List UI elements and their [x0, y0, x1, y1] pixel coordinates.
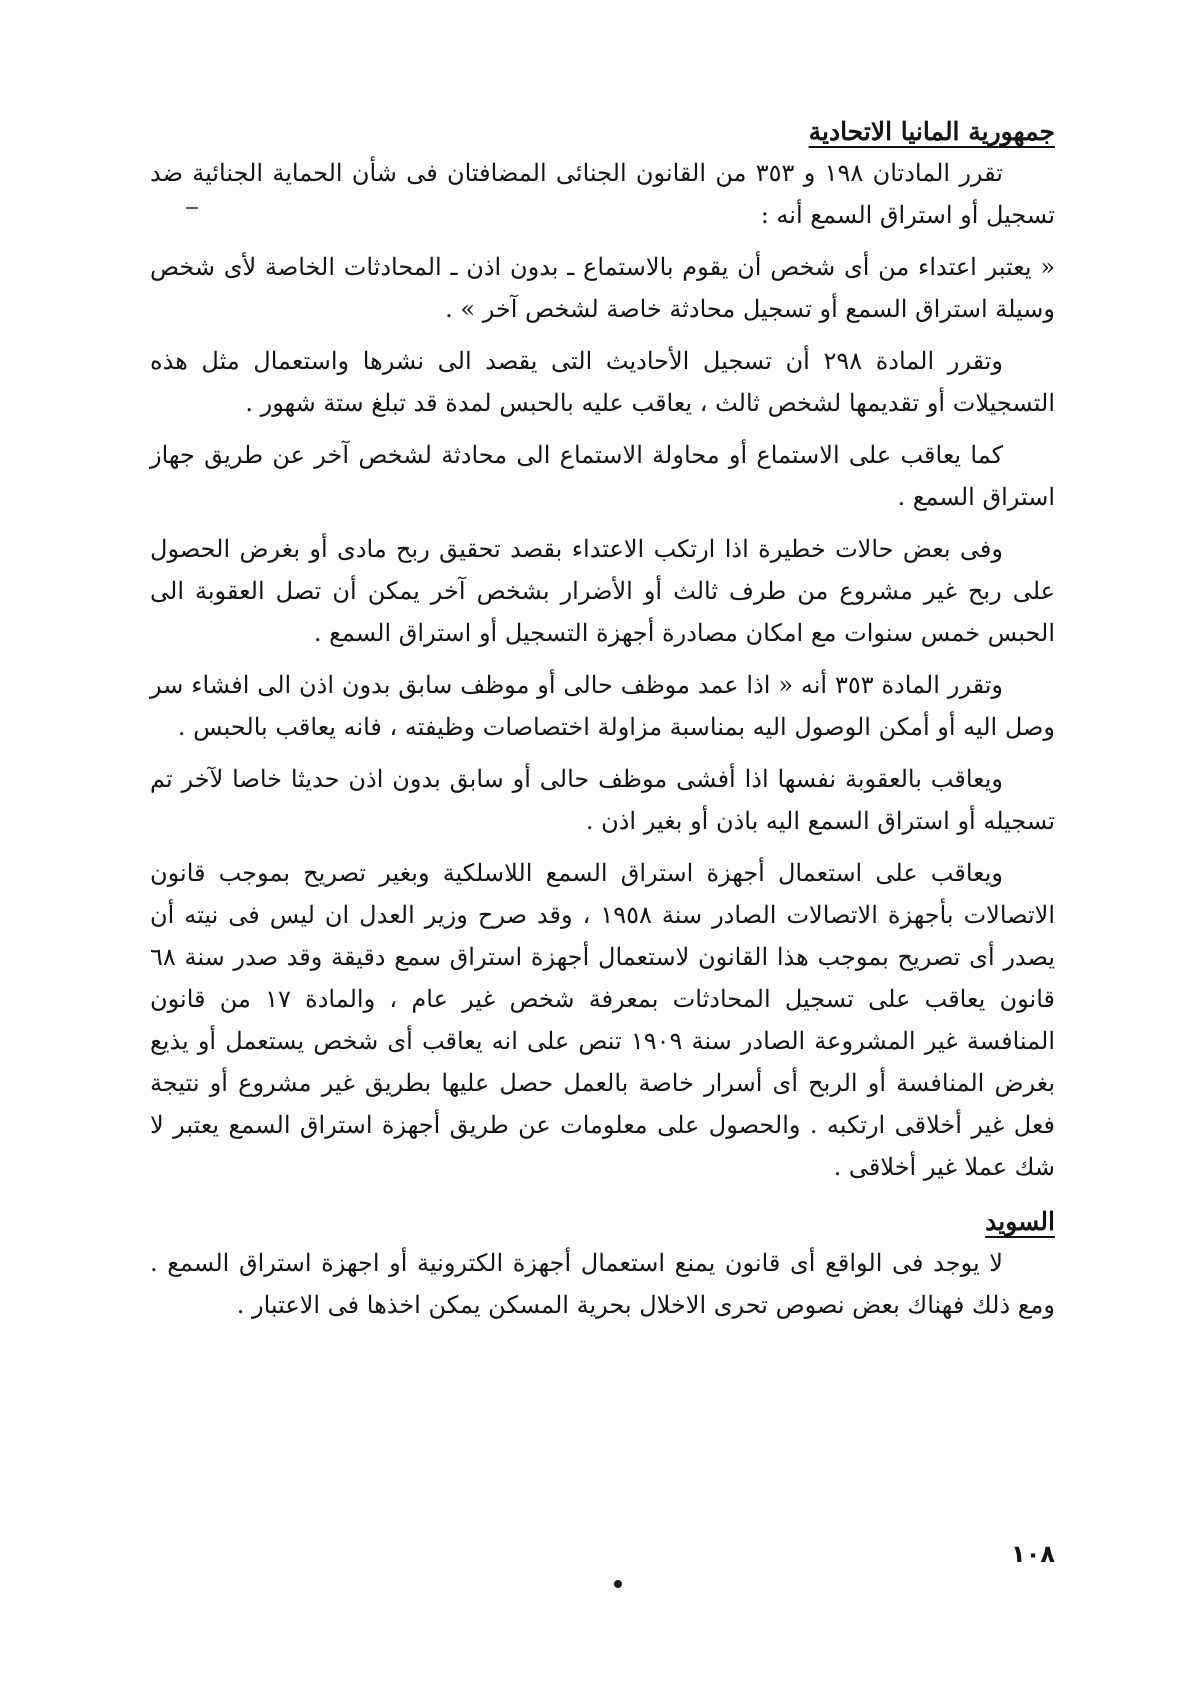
- scan-dot-mark: [614, 1580, 622, 1588]
- paragraph-sweden-law: لا يوجد فى الواقع أى قانون يمنع استعمال أجهزة الكترونية أو اجهزة استراق السمع . ومع ذلك فهناك بعض نصوص تحرى الاخلال بحرية المسكن يمكن اخذها فى الاعتبار .: [150, 1249, 1055, 1319]
- paragraph-serious-cases: وفى بعض حالات خطيرة اذا ارتكب الاعتداء بقصد تحقيق ربح مادى أو بغرض الحصول على ربح غير مشروع من طرف ثالث أو الأضرار بشخص آخر يمكن أن تصل العقوبة الى الحبس خمس سنوات مع امكان مصادرة أجهزة التسجيل أو استراق السمع .: [150, 535, 1055, 647]
- section-heading-sweden: السويد: [985, 1207, 1055, 1236]
- paragraph-quoted-article: « يعتبر اعتداء من أى شخص أن يقوم بالاستماع ـ بدون اذن ـ المحادثات الخاصة لأى شخص وسيلة استراق السمع أو تسجيل محادثة خاصة لشخص آخر » .: [150, 253, 1055, 323]
- paragraph-wireless-devices: ويعاقب على استعمال أجهزة استراق السمع اللاسلكية وبغير تصريح بموجب قانون الاتصالات بأجهزة الاتصالات الصادر سنة ١٩٥٨ ، وقد صرح وزير العدل ان ليس فى نيته أن يصدر أى تصريح بموجب هذا القانون لاستعمال أجهزة استراق سمع دقيقة وقد صدر سنة ٦٨ قانون يعاقب على تسجيل المحادثات بمعرفة شخص غير عام ، والمادة ١٧ من قانون المنافسة غير المشروعة الصادر سنة ١٩٠٩ تنص على انه يعاقب أى شخص يستعمل أو يذيع بغرض المنافسة أو الربح أى أسرار خاصة بالعمل حصل عليها بطريق غير مشروع أو نتيجة فعل غير أخلاقى ارتكبه . والحصول على معلومات عن طريق أجهزة استراق السمع يعتبر لا شك عملا غير أخلاقى .: [150, 859, 1056, 1181]
- paragraph-article-298: وتقرر المادة ٢٩٨ أن تسجيل الأحاديث التى يقصد الى نشرها واستعمال مثل هذه التسجيلات أو تقديمها لشخص ثالث ، يعاقب عليه بالحبس لمدة قد تبلغ ستة شهور .: [150, 347, 1055, 417]
- section-heading-germany: جمهورية المانيا الاتحادية: [808, 117, 1055, 146]
- paragraph-same-penalty: ويعاقب بالعقوبة نفسها اذا أفشى موظف حالى أو سابق بدون اذن حديثا خاصا لآخر تم تسجيله أو استراق السمع اليه باذن أو بغير اذن .: [150, 765, 1055, 835]
- page-number: ١٠٨: [1011, 1540, 1055, 1568]
- paragraph-listening-penalty: كما يعاقب على الاستماع أو محاولة الاستماع الى محادثة لشخص آخر عن طريق جهاز استراق السمع .: [150, 441, 1055, 511]
- paragraph-articles-intro: تقرر المادتان ١٩٨ و ٣٥٣ من القانون الجنائى المضافتان فى شأن الحماية الجنائية ضد تسجيل أو استراق السمع أنه :: [150, 159, 1055, 229]
- paragraph-article-353: وتقرر المادة ٣٥٣ أنه « اذا عمد موظف حالى أو موظف سابق بدون اذن الى افشاء سر وصل اليه أو أمكن الوصول اليه بمناسبة مزاولة اختصاصات وظيفته ، فانه يعاقب بالحبس .: [150, 671, 1055, 741]
- document-body: [150, 112, 1055, 1336]
